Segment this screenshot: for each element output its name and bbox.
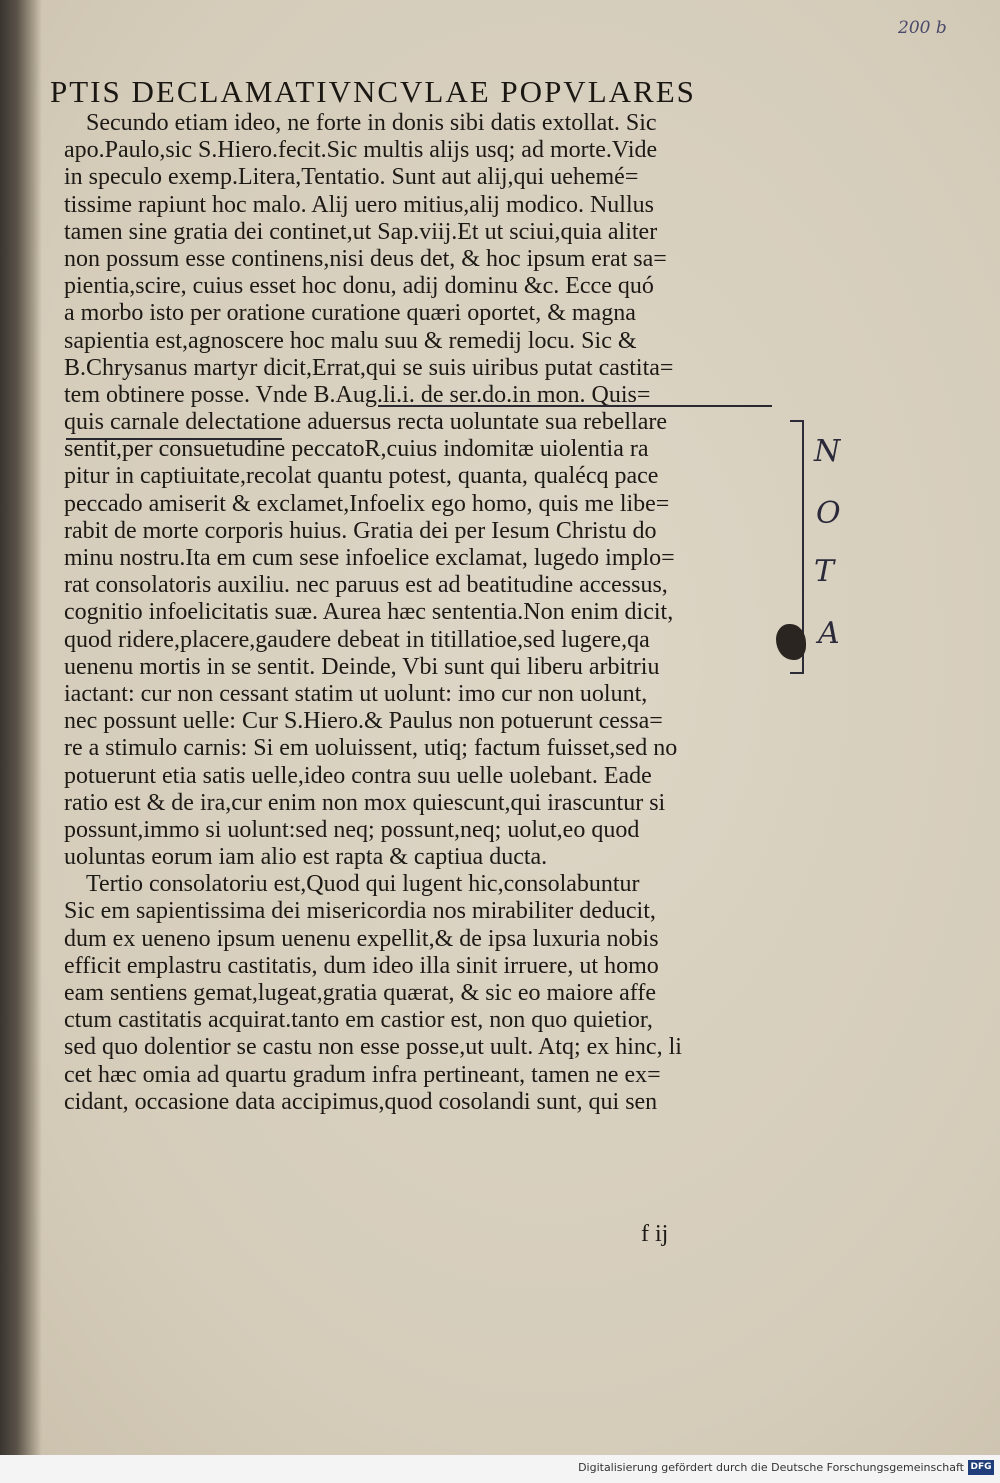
- text-line: re a stimulo carnis: Si em uoluissent, utiq; factum fuisset,sed no: [64, 735, 678, 762]
- margin-letter: N: [814, 434, 841, 469]
- text-line: Sic em sapientissima dei misericordia nos mirabiliter deducit,: [64, 898, 656, 925]
- text-line: iactant: cur non cessant statim ut uolunt: imo cur non uolunt,: [64, 680, 648, 707]
- signature-mark: f ij: [641, 1221, 669, 1247]
- text-line: Tertio consolatoriu est,Quod qui lugent hic,consolabuntur: [86, 871, 640, 898]
- text-line: a morbo isto per oratione curatione quæri oportet, & magna: [64, 300, 636, 327]
- main-text-block: [64, 110, 784, 1116]
- text-line: uenenu mortis in se sentit. Deinde, Vbi sunt qui liberu arbitriu: [64, 653, 660, 680]
- text-line: rabit de morte corporis huius. Gratia dei per Iesum Christu do: [64, 517, 657, 544]
- text-line: sed quo dolentior se castu non esse posse,ut uult. Atq; ex hinc, li: [64, 1034, 682, 1061]
- text-line: dum ex ueneno ipsum uenenu expellit,& de ipsa luxuria nobis: [64, 925, 659, 952]
- handwritten-underline: [378, 405, 772, 407]
- dfg-logo: DFG: [968, 1460, 994, 1475]
- text-line: tissime rapiunt hoc malo. Alij uero mitius,alij modico. Nullus: [64, 191, 654, 218]
- footer-credit: Digitalisierung gefördert durch die Deutsche Forschungsgemeinschaft: [578, 1461, 964, 1474]
- text-line: B.Chrysanus martyr dicit,Errat,qui se suis uiribus putat castita=: [64, 354, 674, 381]
- text-line: Secundo etiam ideo, ne forte in donis sibi datis extollat. Sic: [86, 110, 657, 136]
- handwritten-folio-number: 200 b: [898, 18, 947, 38]
- text-line: sapientia est,agnoscere hoc malu suu & remedij locu. Sic &: [64, 327, 637, 354]
- handwritten-underline: [66, 438, 282, 440]
- text-line: cet hæc omia ad quartu gradum infra pertineant, tamen ne ex=: [64, 1061, 661, 1088]
- text-line: pitur in captiuitate,recolat quantu potest, quanta, qualécq pace: [64, 463, 659, 490]
- text-line: quis carnale delectatione aduersus recta uoluntate sua rebellare: [64, 409, 668, 436]
- text-line: ctum castitatis acquirat.tanto em castior est, non quo quietior,: [64, 1007, 653, 1034]
- text-line: minu nostru.Ita em cum sese infoelice exclamat, lugedo implo=: [64, 545, 675, 571]
- text-line: non possum esse continens,nisi deus det, & hoc ipsum erat sa=: [64, 245, 667, 272]
- running-head: PTIS DECLAMATIVNCVLAE POPVLARES: [50, 74, 696, 109]
- text-line: uoluntas eorum iam alio est rapta & captiua ducta.: [64, 844, 548, 871]
- text-line: tem obtinere posse. Vnde B.Aug.li.i. de ser.do.in mon. Quis=: [64, 381, 651, 408]
- text-line: quod ridere,placere,gaudere debeat in titillatioe,sed lugere,qa: [64, 626, 650, 653]
- text-line: possunt,immo si uolunt:sed neq; possunt,neq; uolut,eo quod: [64, 816, 640, 843]
- margin-letter: O: [816, 496, 841, 531]
- margin-letter: A: [818, 616, 840, 651]
- text-line: in speculo exemp.Litera,Tentatio. Sunt aut alij,qui uehemé=: [64, 164, 639, 191]
- text-line: nec possunt uelle: Cur S.Hiero.& Paulus non potuerunt cessa=: [64, 708, 663, 735]
- text-line: rat consolatoris auxiliu. nec paruus est ad beatitudine accessus,: [64, 572, 668, 599]
- text-line: peccado amiserit & exclamet,Infoelix ego homo, quis me libe=: [64, 490, 670, 517]
- margin-letter: T: [814, 554, 835, 589]
- binding-gutter: [0, 0, 42, 1455]
- text-line: potuerunt etia satis uelle,ideo contra suu uelle uolebant. Eade: [64, 762, 652, 789]
- text-line: ratio est & de ira,cur enim non mox quiescunt,qui irascuntur si: [64, 789, 666, 816]
- text-line: cidant, occasione data accipimus,quod cosolandi sunt, qui sen: [64, 1088, 658, 1115]
- text-line: efficit emplastru castitatis, dum ideo illa sinit irruere, ut homo: [64, 952, 659, 979]
- text-line: sentit,per consuetudine peccatoR,cuius indomitæ uiolentia ra: [64, 436, 649, 463]
- text-line: pientia,scire, cuius esset hoc donu, adij dominu &c. Ecce quó: [64, 273, 654, 300]
- text-line: apo.Paulo,sic S.Hiero.fecit.Sic multis alijs usq; ad morte.Vide: [64, 137, 658, 164]
- text-line: cognitio infoelicitatis suæ. Aurea hæc sententia.Non enim dicit,: [64, 599, 674, 626]
- text-line: tamen sine gratia dei continet,ut Sap.viij.Et ut sciui,quia aliter: [64, 218, 658, 245]
- footer-bar: [0, 1455, 1000, 1483]
- text-line: eam sentiens gemat,lugeat,gratia quærat, & sic eo maiore affe: [64, 980, 656, 1006]
